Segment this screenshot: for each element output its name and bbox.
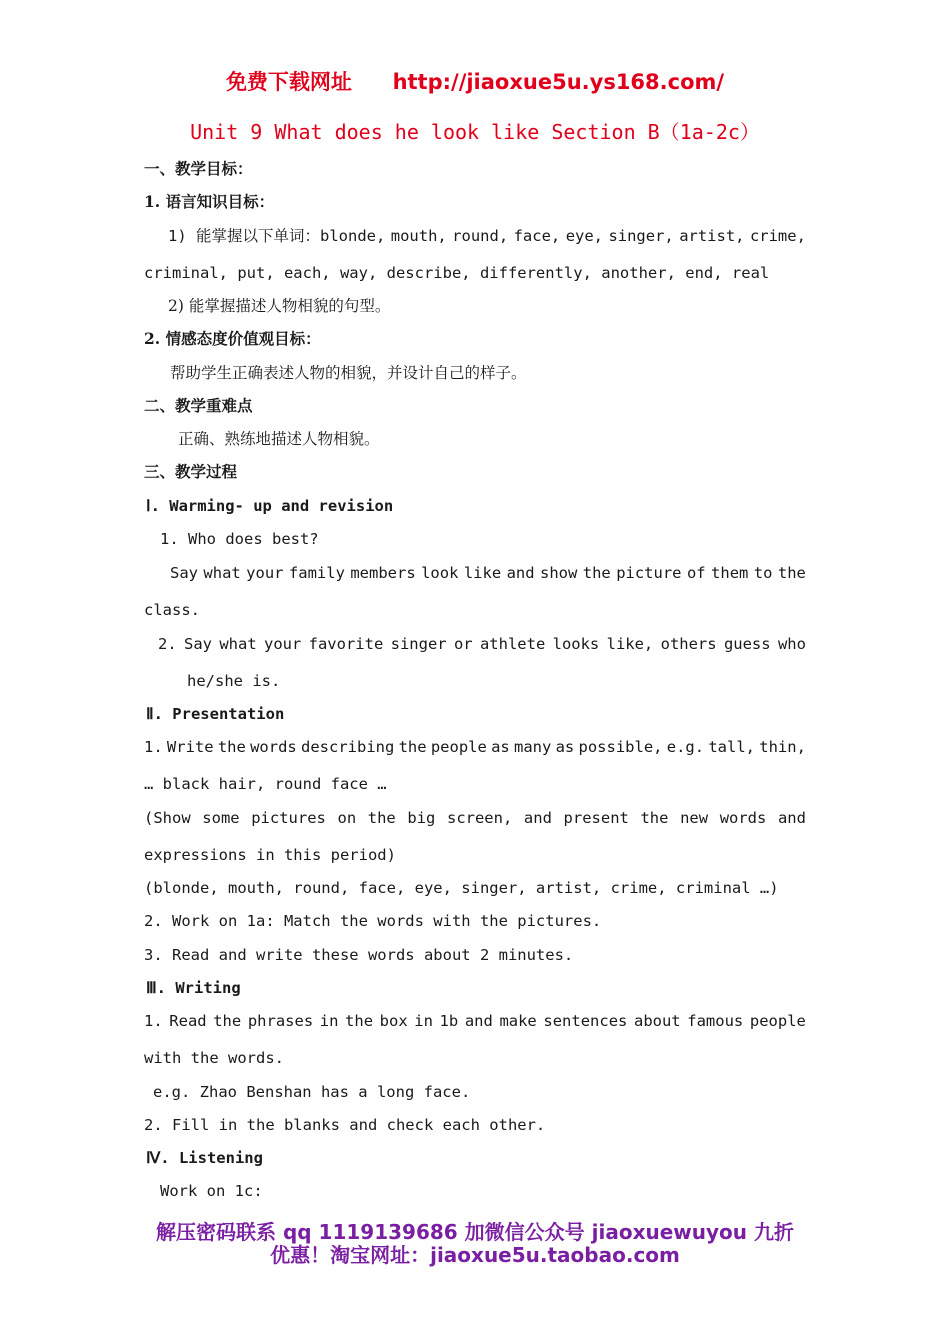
word: and bbox=[464, 1012, 493, 1030]
word: others bbox=[660, 635, 717, 653]
word: in bbox=[414, 1012, 433, 1030]
part-1-heading: Ⅰ. Warming- up and revision bbox=[146, 497, 394, 515]
word: what bbox=[219, 635, 257, 653]
word: famous bbox=[687, 1012, 744, 1030]
word: like, bbox=[606, 635, 654, 653]
part-3-heading: Ⅲ. Writing bbox=[146, 979, 241, 997]
part-1-item-2-text bbox=[158, 634, 806, 654]
word: e.g. bbox=[666, 738, 705, 756]
section-3-heading: 三、教学过程 bbox=[144, 462, 238, 481]
word: new bbox=[680, 809, 709, 827]
objective-words-continued: criminal, put, each, way, describe, differently, another, end, real bbox=[144, 264, 770, 282]
word: picture bbox=[616, 564, 682, 582]
part-2-show-continued: expressions in this period) bbox=[144, 846, 396, 864]
part-3-item-1-text bbox=[144, 1011, 806, 1031]
objective-words-line bbox=[168, 226, 806, 246]
word: pictures bbox=[251, 809, 326, 827]
word: make bbox=[499, 1012, 537, 1030]
part-3-item-1-continued: with the words. bbox=[144, 1049, 284, 1067]
word: box bbox=[379, 1012, 408, 1030]
word: the bbox=[367, 809, 396, 827]
word: favorite bbox=[308, 635, 384, 653]
objective-word: face, bbox=[513, 227, 561, 245]
word: show bbox=[540, 564, 578, 582]
part-2-item-3: 3. Read and write these words about 2 minutes. bbox=[144, 946, 574, 964]
part-2-item-1-text bbox=[144, 737, 806, 757]
part-2-item-1-continued: … black hair, round face … bbox=[144, 775, 387, 793]
word: the bbox=[398, 738, 427, 756]
part-2-show-text bbox=[144, 808, 806, 828]
subsection-1-2-heading: 2. 情感态度价值观目标： bbox=[144, 329, 321, 348]
word: phrases bbox=[247, 1012, 314, 1030]
part-4-item-1: Work on 1c: bbox=[160, 1182, 263, 1200]
word: Write bbox=[166, 738, 214, 756]
word: the bbox=[217, 738, 246, 756]
subsection-1-1-heading: 1. 语言知识目标： bbox=[144, 192, 275, 211]
word: guess bbox=[723, 635, 771, 653]
word: and bbox=[777, 809, 806, 827]
part-4-heading: Ⅳ. Listening bbox=[146, 1149, 263, 1167]
part-1-item-1: 1. Who does best? bbox=[160, 530, 319, 548]
header-line bbox=[0, 70, 950, 94]
word: singer bbox=[390, 635, 447, 653]
word: screen, bbox=[446, 809, 513, 827]
section-1-heading: 一、教学目标： bbox=[144, 159, 253, 178]
word: who bbox=[777, 635, 806, 653]
word: as bbox=[491, 738, 510, 756]
word: 2. bbox=[158, 635, 177, 653]
word: as bbox=[555, 738, 575, 756]
word: or bbox=[453, 635, 473, 653]
word: of bbox=[686, 564, 706, 582]
word: your bbox=[263, 635, 302, 653]
objective-word: eye, bbox=[565, 227, 604, 245]
word: the bbox=[582, 564, 611, 582]
emotion-goal-text: 帮助学生正确表述人物的相貌，并设计自己的样子。 bbox=[170, 364, 527, 382]
word: the bbox=[345, 1012, 374, 1030]
word: sentences bbox=[543, 1012, 628, 1030]
word: thin, bbox=[759, 738, 806, 756]
objective-sentences: 2) 能掌握描述人物相貌的句型。 bbox=[168, 297, 391, 315]
objective-word: round, bbox=[452, 227, 509, 245]
document-title: Unit 9 What does he look like Section B（1a-2c） bbox=[190, 120, 760, 144]
part-1-item-2-continued: he/she is. bbox=[187, 672, 281, 690]
part-2-word-list: (blonde, mouth, round, face, eye, singer, artist, crime, criminal …) bbox=[144, 879, 779, 897]
word: and bbox=[523, 809, 552, 827]
word: looks bbox=[552, 635, 600, 653]
word: your bbox=[246, 564, 284, 582]
key-points-text: 正确、熟练地描述人物相貌。 bbox=[178, 430, 380, 448]
part-2-item-2: 2. Work on 1a: Match the words with the pictures. bbox=[144, 912, 602, 930]
word: 1. bbox=[144, 738, 163, 756]
word: words bbox=[250, 738, 297, 756]
footer-line-1: 解压密码联系 qq 1119139686 加微信公众号 jiaoxuewuyou 九折 bbox=[156, 1220, 794, 1244]
word: what bbox=[203, 564, 241, 582]
part-3-example: e.g. Zhao Benshan has a long face. bbox=[153, 1083, 471, 1101]
word: the bbox=[777, 564, 806, 582]
word: Say bbox=[184, 635, 212, 653]
word: describing bbox=[301, 738, 395, 756]
objective-word: artist, bbox=[679, 227, 745, 245]
part-1-item-1-text bbox=[170, 563, 806, 583]
word: to bbox=[753, 564, 773, 582]
part-1-item-1-continued: class. bbox=[144, 601, 200, 619]
word: family bbox=[288, 564, 345, 582]
word: about bbox=[633, 1012, 681, 1030]
objective-word: mouth, bbox=[390, 227, 447, 245]
word: tall, bbox=[708, 738, 756, 756]
word: many bbox=[514, 738, 552, 756]
word: the bbox=[640, 809, 669, 827]
word: on bbox=[337, 809, 357, 827]
word: Read bbox=[169, 1012, 207, 1030]
word: Say bbox=[170, 564, 198, 582]
word: athlete bbox=[479, 635, 546, 653]
word: 1. bbox=[144, 1012, 163, 1030]
word: and bbox=[506, 564, 535, 582]
footer-line-2: 优惠！淘宝网址：jiaoxue5u.taobao.com bbox=[270, 1243, 680, 1267]
section-2-heading: 二、教学重难点 bbox=[144, 396, 253, 415]
word: people bbox=[749, 1012, 806, 1030]
word: like bbox=[463, 564, 502, 582]
objective-word: crime, bbox=[749, 227, 806, 245]
part-3-item-2: 2. Fill in the blanks and check each other. bbox=[144, 1116, 546, 1134]
header-label: 免费下载网址 bbox=[225, 70, 352, 94]
header-url[interactable]: http://jiaoxue5u.ys168.com/ bbox=[392, 70, 725, 94]
word: look bbox=[421, 564, 459, 582]
objective-word: singer, bbox=[608, 227, 674, 245]
word: (Show bbox=[144, 809, 191, 827]
objective-word: 1) 能掌握以下单词：blonde, bbox=[168, 227, 386, 245]
word: 1b bbox=[439, 1012, 459, 1030]
word: people bbox=[430, 738, 487, 756]
word: members bbox=[350, 564, 416, 582]
word: them bbox=[711, 564, 749, 582]
word: words bbox=[719, 809, 767, 827]
word: in bbox=[319, 1012, 339, 1030]
part-2-heading: Ⅱ. Presentation bbox=[146, 705, 285, 723]
word: present bbox=[563, 809, 629, 827]
word: the bbox=[213, 1012, 242, 1030]
word: some bbox=[202, 809, 240, 827]
word: possible, bbox=[578, 738, 663, 756]
word: big bbox=[407, 809, 436, 827]
